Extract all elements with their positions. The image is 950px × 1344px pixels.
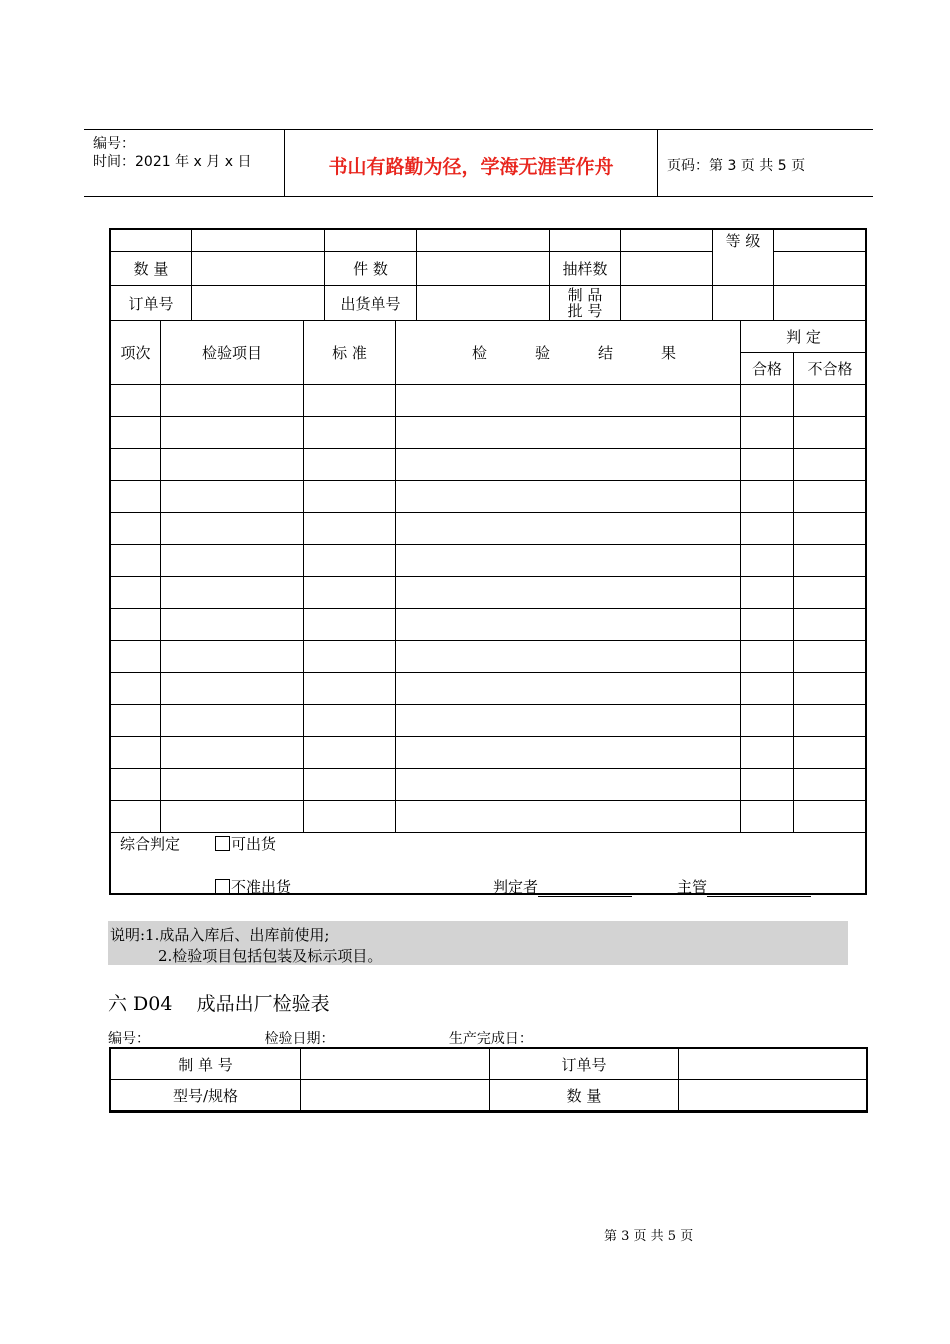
order-no-value[interactable] [679,1049,868,1080]
col-item: 检验项目 [161,321,304,385]
item-cell[interactable] [304,449,396,481]
item-cell[interactable] [161,513,304,545]
result-char: 结 [597,344,613,362]
grade-value[interactable] [774,230,867,252]
table-row [111,705,867,737]
supervisor-field[interactable] [707,879,811,897]
shipment-no-value[interactable] [417,286,550,321]
quantity-label: 数 量 [111,252,192,286]
table-row [111,609,867,641]
table-row [111,417,867,449]
supervisor-label: 主管 [677,878,708,896]
item-cell[interactable] [396,513,741,545]
col-result [396,321,741,385]
sampling-value[interactable] [621,252,713,286]
item-cell[interactable] [741,481,794,513]
inspection-form [109,228,867,895]
item-cell[interactable] [111,481,161,513]
item-cell[interactable] [161,385,304,417]
item-cell[interactable] [111,449,161,481]
item-cell[interactable] [794,545,867,577]
form2-table [110,1048,868,1111]
item-cell[interactable] [741,577,794,609]
items-table [110,320,867,833]
grade-extra[interactable] [713,252,774,286]
item-cell[interactable] [396,545,741,577]
item-cell[interactable] [111,737,161,769]
item-cell[interactable] [741,417,794,449]
judge-signature [493,876,632,897]
item-cell[interactable] [396,705,741,737]
table-row [111,737,867,769]
item-cell[interactable] [111,641,161,673]
item-cell[interactable] [161,673,304,705]
item-cell[interactable] [161,577,304,609]
item-cell[interactable] [396,481,741,513]
order-no-label: 订单号 [490,1049,679,1080]
item-cell[interactable] [161,737,304,769]
item-cell[interactable] [161,705,304,737]
header-number-label: 编号： [93,136,135,152]
item-cell[interactable] [396,385,741,417]
item-cell[interactable] [161,769,304,801]
form2-number-label: 编号： [108,1031,150,1047]
info-cell[interactable] [325,230,417,252]
form2-finish-date-label: 生产完成日： [448,1031,533,1047]
item-cell[interactable] [741,801,794,833]
item-cell[interactable] [304,769,396,801]
product-lot-value[interactable] [621,286,713,321]
overall-label: 综合判定 [120,835,181,853]
info-table [110,229,867,321]
grade-label: 等 级 [713,230,774,252]
table-row [111,449,867,481]
item-cell[interactable] [111,513,161,545]
item-cell[interactable] [304,737,396,769]
doc-no-value[interactable] [301,1049,490,1080]
col-item-no: 项次 [111,321,161,385]
info-cell[interactable] [192,230,325,252]
item-cell[interactable] [304,705,396,737]
col-pass: 合格 [741,353,794,385]
cannot-ship-option[interactable] [215,876,291,897]
item-cell[interactable] [741,545,794,577]
item-cell[interactable] [111,801,161,833]
checkbox-icon[interactable] [215,879,230,894]
item-cell[interactable] [794,609,867,641]
item-cell[interactable] [304,481,396,513]
model-label: 型号/规格 [111,1080,301,1111]
form2 [109,1047,868,1113]
item-cell[interactable] [396,417,741,449]
item-cell[interactable] [161,641,304,673]
item-cell[interactable] [161,417,304,449]
item-cell[interactable] [396,641,741,673]
order-no-label: 订单号 [111,286,192,321]
result-char: 验 [534,344,550,362]
result-char: 果 [660,344,676,362]
pieces-label: 件 数 [325,252,417,286]
item-cell[interactable] [304,673,396,705]
can-ship-option[interactable] [215,833,276,854]
table-row [111,545,867,577]
table-row [111,801,867,833]
result-char: 检 [471,344,487,362]
item-cell[interactable] [161,449,304,481]
info-cell[interactable] [417,230,550,252]
item-cell[interactable] [741,513,794,545]
item-cell[interactable] [794,577,867,609]
judge-label: 判定者 [493,878,539,896]
item-cell[interactable] [304,577,396,609]
quantity-value[interactable] [192,252,325,286]
item-cell[interactable] [161,801,304,833]
item-cell[interactable] [111,673,161,705]
form2-number-field[interactable] [150,1031,238,1048]
item-cell[interactable] [741,641,794,673]
items-body [111,385,867,833]
col-standard: 标 准 [304,321,396,385]
info-cell[interactable] [111,230,192,252]
info-cell[interactable] [713,286,774,321]
checkbox-icon[interactable] [215,836,230,851]
item-cell[interactable] [794,481,867,513]
item-cell[interactable] [304,801,396,833]
item-cell[interactable] [741,609,794,641]
item-cell[interactable] [741,737,794,769]
table-row [111,513,867,545]
note-line2: 2.检验项目包括包装及标示项目。 [158,947,383,965]
footer-page: 第 3 页 共 5 页 [604,1229,694,1244]
item-cell[interactable] [111,705,161,737]
item-cell[interactable] [304,609,396,641]
model-value[interactable] [301,1080,490,1111]
item-cell[interactable] [794,673,867,705]
item-cell[interactable] [396,577,741,609]
item-cell[interactable] [111,385,161,417]
form2-meta [108,1028,621,1048]
item-cell[interactable] [741,705,794,737]
note-box [108,921,848,965]
item-cell[interactable] [794,801,867,833]
header-divider [657,130,658,197]
item-cell[interactable] [111,577,161,609]
item-cell[interactable] [794,449,867,481]
info-cell[interactable] [621,230,713,252]
cannot-ship-label: 不准出货 [231,878,292,896]
item-cell[interactable] [161,609,304,641]
product-lot-line1: 制 品 [567,286,603,304]
product-lot-label [550,286,621,321]
item-cell[interactable] [304,545,396,577]
item-cell[interactable] [794,513,867,545]
item-cell[interactable] [396,769,741,801]
table-row [111,641,867,673]
item-cell[interactable] [161,481,304,513]
item-cell[interactable] [304,641,396,673]
item-cell[interactable] [741,673,794,705]
item-cell[interactable] [304,417,396,449]
col-fail: 不合格 [794,353,867,385]
item-cell[interactable] [794,705,867,737]
header-motto: 书山有路勤为径，学海无涯苦作舟 [328,156,614,178]
item-cell[interactable] [794,641,867,673]
header-page-label: 页码：第 3 页 共 5 页 [667,158,806,174]
info-cell[interactable] [550,230,621,252]
shipment-no-label: 出货单号 [325,286,417,321]
note-line1: 说明:1.成品入库后、出库前使用; [110,926,330,944]
can-ship-label: 可出货 [231,835,277,853]
form2-inspect-date-label: 检验日期： [264,1031,335,1047]
item-cell[interactable] [161,545,304,577]
form2-finish-date-field[interactable] [533,1031,621,1048]
item-cell[interactable] [396,609,741,641]
doc-no-label: 制 单 号 [111,1049,301,1080]
item-cell[interactable] [396,737,741,769]
item-cell[interactable] [794,385,867,417]
item-cell[interactable] [794,737,867,769]
product-lot-line2: 批 号 [567,302,603,320]
item-cell[interactable] [396,673,741,705]
pieces-value[interactable] [417,252,550,286]
header-time-label: 时间：2021 年 x 月 x 日 [93,154,252,170]
table-row [111,577,867,609]
item-cell[interactable] [794,417,867,449]
item-cell[interactable] [111,545,161,577]
form2-inspect-date-field[interactable] [334,1031,422,1048]
item-cell[interactable] [741,385,794,417]
section-title: 六 D04 成品出厂检验表 [108,993,330,1015]
item-cell[interactable] [741,449,794,481]
table-row [111,481,867,513]
table-row [111,673,867,705]
item-cell[interactable] [794,769,867,801]
info-cell[interactable] [774,286,867,321]
table-row [111,385,867,417]
item-cell[interactable] [304,513,396,545]
quantity-label: 数 量 [490,1080,679,1111]
item-cell[interactable] [111,417,161,449]
col-judgment: 判 定 [741,321,867,353]
item-cell[interactable] [741,769,794,801]
header-bottom-rule [84,196,873,197]
quantity-value[interactable] [679,1080,868,1111]
table-row [111,769,867,801]
sampling-label: 抽样数 [550,252,621,286]
order-no-value[interactable] [192,286,325,321]
supervisor-signature [677,876,811,897]
grade-extra[interactable] [774,252,867,286]
item-cell[interactable] [396,801,741,833]
item-cell[interactable] [304,385,396,417]
item-cell[interactable] [111,769,161,801]
header-top-rule [84,129,873,130]
judge-field[interactable] [538,879,632,897]
item-cell[interactable] [111,609,161,641]
item-cell[interactable] [396,449,741,481]
